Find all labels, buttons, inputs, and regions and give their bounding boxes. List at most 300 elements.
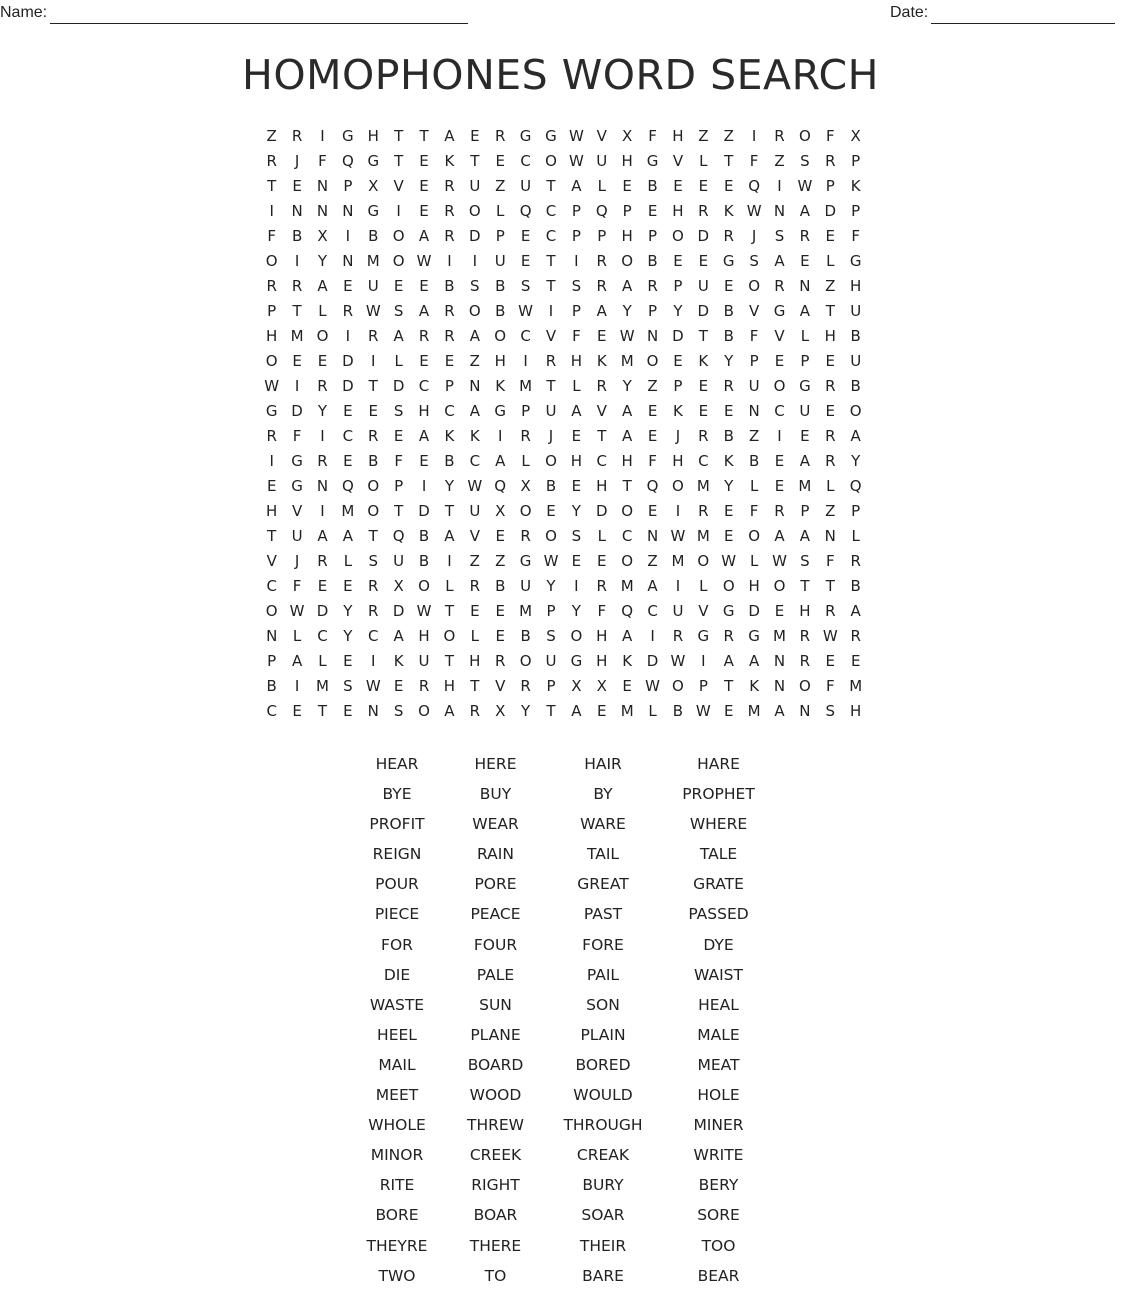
grid-letter[interactable]: Y — [521, 702, 531, 720]
grid-letter[interactable]: E — [495, 602, 505, 620]
grid-letter[interactable]: I — [294, 677, 300, 695]
grid-letter[interactable]: D — [418, 502, 430, 520]
grid-letter[interactable]: L — [597, 527, 606, 545]
grid-letter[interactable]: T — [292, 302, 302, 320]
grid-letter[interactable]: B — [748, 452, 760, 470]
grid-letter[interactable]: P — [749, 352, 759, 370]
grid-letter[interactable]: U — [469, 502, 481, 520]
grid-letter[interactable]: A — [571, 177, 582, 195]
grid-letter[interactable]: E — [444, 352, 455, 370]
grid-letter[interactable]: Y — [724, 477, 734, 495]
grid-letter[interactable]: F — [851, 227, 860, 245]
grid-letter[interactable]: X — [571, 677, 582, 695]
grid-letter[interactable]: O — [392, 227, 405, 245]
grid-letter[interactable]: O — [748, 527, 761, 545]
grid-letter[interactable]: L — [699, 152, 708, 170]
grid-letter[interactable]: O — [672, 227, 684, 245]
grid-letter[interactable]: C — [444, 402, 455, 420]
grid-letter[interactable]: E — [647, 402, 658, 420]
grid-letter[interactable]: E — [723, 502, 734, 520]
grid-letter[interactable]: C — [342, 427, 354, 445]
grid-letter[interactable]: H — [570, 452, 583, 470]
grid-letter[interactable]: S — [343, 677, 353, 695]
grid-letter[interactable]: B — [850, 577, 861, 595]
grid-letter[interactable]: A — [571, 702, 582, 720]
grid-letter[interactable]: I — [701, 652, 706, 670]
grid-letter[interactable]: U — [672, 602, 684, 620]
grid-letter[interactable]: D — [697, 227, 710, 245]
grid-letter[interactable]: F — [267, 227, 277, 245]
grid-letter[interactable]: S — [800, 552, 810, 570]
grid-letter[interactable]: K — [596, 352, 607, 370]
grid-letter[interactable]: O — [570, 627, 583, 645]
grid-letter[interactable]: E — [597, 552, 607, 570]
grid-letter[interactable]: H — [418, 627, 430, 645]
grid-letter[interactable]: E — [698, 252, 709, 270]
grid-letter[interactable]: K — [850, 177, 861, 195]
grid-letter[interactable]: W — [568, 152, 584, 170]
grid-letter[interactable]: E — [774, 477, 785, 495]
grid-letter[interactable]: K — [495, 377, 506, 395]
grid-letter[interactable]: E — [698, 377, 709, 395]
grid-letter[interactable]: V — [545, 327, 557, 345]
grid-letter[interactable]: C — [368, 627, 379, 645]
grid-letter[interactable]: H — [469, 652, 481, 670]
grid-letter[interactable]: L — [699, 577, 708, 595]
grid-letter[interactable]: O — [621, 252, 634, 270]
grid-letter[interactable]: E — [673, 252, 683, 270]
grid-letter[interactable]: A — [799, 302, 811, 320]
grid-letter[interactable]: T — [546, 177, 556, 195]
grid-letter[interactable]: B — [444, 277, 455, 295]
grid-letter[interactable]: U — [494, 252, 506, 270]
grid-letter[interactable]: S — [571, 277, 582, 295]
grid-letter[interactable]: U — [748, 377, 760, 395]
grid-letter[interactable]: M — [620, 702, 634, 720]
grid-letter[interactable]: P — [851, 202, 861, 220]
grid-letter[interactable]: X — [368, 177, 379, 195]
grid-letter[interactable]: U — [520, 177, 532, 195]
grid-letter[interactable]: V — [748, 302, 760, 320]
grid-letter[interactable]: O — [367, 502, 380, 520]
grid-letter[interactable]: E — [673, 352, 683, 370]
grid-letter[interactable]: L — [851, 527, 860, 545]
grid-letter[interactable]: Q — [748, 177, 761, 195]
grid-letter[interactable]: F — [648, 452, 657, 470]
grid-letter[interactable]: P — [343, 177, 353, 195]
grid-letter[interactable]: G — [748, 627, 760, 645]
grid-letter[interactable]: E — [622, 177, 632, 195]
grid-letter[interactable]: E — [343, 402, 353, 420]
grid-letter[interactable]: I — [371, 352, 376, 370]
grid-letter[interactable]: U — [596, 152, 608, 170]
grid-letter[interactable]: E — [673, 177, 683, 195]
grid-letter[interactable]: Z — [825, 277, 836, 295]
grid-letter[interactable]: T — [546, 277, 556, 295]
grid-letter[interactable]: R — [266, 427, 277, 445]
grid-letter[interactable]: F — [318, 152, 327, 170]
grid-letter[interactable]: I — [371, 652, 376, 670]
grid-letter[interactable]: A — [774, 527, 785, 545]
grid-letter[interactable]: D — [342, 352, 354, 370]
grid-letter[interactable]: R — [774, 127, 785, 145]
grid-letter[interactable]: T — [597, 427, 607, 445]
grid-letter[interactable]: E — [850, 652, 861, 670]
grid-letter[interactable]: A — [799, 527, 811, 545]
grid-letter[interactable]: E — [393, 427, 404, 445]
grid-letter[interactable]: N — [646, 527, 659, 545]
grid-letter[interactable]: B — [723, 427, 734, 445]
grid-letter[interactable]: T — [394, 127, 404, 145]
grid-letter[interactable]: R — [317, 552, 328, 570]
grid-letter[interactable]: R — [291, 127, 303, 145]
grid-letter[interactable]: E — [292, 702, 302, 720]
grid-letter[interactable]: E — [825, 402, 836, 420]
grid-letter[interactable]: K — [469, 427, 480, 445]
grid-letter[interactable]: J — [675, 427, 681, 445]
grid-letter[interactable]: I — [574, 252, 579, 270]
grid-letter[interactable]: V — [393, 177, 404, 195]
grid-letter[interactable]: H — [367, 127, 379, 145]
grid-letter[interactable]: Y — [546, 577, 556, 595]
grid-letter[interactable]: T — [267, 177, 277, 195]
grid-letter[interactable]: I — [574, 577, 579, 595]
grid-letter[interactable]: O — [265, 602, 278, 620]
grid-letter[interactable]: I — [675, 502, 681, 520]
grid-letter[interactable]: P — [267, 302, 277, 320]
grid-letter[interactable]: G — [849, 252, 862, 270]
grid-letter[interactable]: O — [468, 302, 481, 320]
grid-letter[interactable]: S — [749, 252, 759, 270]
grid-letter[interactable]: R — [723, 377, 734, 395]
grid-letter[interactable]: R — [342, 302, 354, 320]
grid-letter[interactable]: G — [545, 127, 557, 145]
grid-letter[interactable]: T — [698, 327, 708, 345]
grid-letter[interactable]: M — [366, 252, 380, 270]
grid-letter[interactable]: E — [368, 402, 378, 420]
grid-letter[interactable]: O — [722, 577, 735, 595]
grid-letter[interactable]: R — [520, 527, 531, 545]
grid-letter[interactable]: W — [518, 302, 534, 320]
grid-letter[interactable]: T — [317, 702, 328, 720]
grid-letter[interactable]: L — [496, 202, 505, 220]
grid-letter[interactable]: B — [368, 227, 379, 245]
grid-letter[interactable]: T — [724, 677, 734, 695]
grid-letter[interactable]: R — [825, 602, 836, 620]
grid-letter[interactable]: E — [647, 502, 658, 520]
grid-letter[interactable]: I — [294, 252, 300, 270]
grid-letter[interactable]: Z — [495, 177, 506, 195]
grid-letter[interactable]: O — [316, 327, 329, 345]
grid-letter[interactable]: E — [622, 677, 632, 695]
grid-letter[interactable]: G — [722, 602, 735, 620]
grid-letter[interactable]: R — [444, 202, 455, 220]
grid-letter[interactable]: I — [320, 127, 325, 145]
grid-letter[interactable]: R — [368, 327, 379, 345]
grid-letter[interactable]: J — [548, 427, 554, 445]
grid-letter[interactable]: Y — [343, 602, 353, 620]
grid-letter[interactable]: I — [421, 477, 427, 495]
grid-letter[interactable]: G — [342, 127, 354, 145]
grid-letter[interactable]: J — [294, 152, 300, 170]
grid-letter[interactable]: W — [695, 702, 711, 720]
grid-letter[interactable]: R — [368, 427, 379, 445]
grid-letter[interactable]: S — [393, 302, 404, 320]
grid-letter[interactable]: K — [698, 352, 709, 370]
grid-letter[interactable]: G — [291, 477, 303, 495]
grid-letter[interactable]: A — [342, 527, 353, 545]
grid-letter[interactable]: T — [825, 302, 835, 320]
grid-letter[interactable]: N — [342, 202, 354, 220]
grid-letter[interactable]: Y — [317, 252, 328, 270]
grid-letter[interactable]: L — [521, 452, 530, 470]
grid-letter[interactable]: K — [673, 402, 683, 420]
grid-letter[interactable]: R — [444, 227, 455, 245]
grid-letter[interactable]: E — [825, 227, 836, 245]
grid-letter[interactable]: E — [419, 352, 429, 370]
date-field[interactable] — [890, 2, 1115, 26]
grid-letter[interactable]: L — [318, 302, 327, 320]
grid-letter[interactable]: A — [291, 652, 303, 670]
grid-letter[interactable]: P — [648, 302, 658, 320]
grid-letter[interactable]: R — [444, 302, 455, 320]
grid-letter[interactable]: O — [621, 552, 634, 570]
grid-letter[interactable]: O — [646, 352, 659, 370]
grid-letter[interactable]: R — [850, 552, 861, 570]
grid-letter[interactable]: H — [596, 627, 608, 645]
grid-letter[interactable]: U — [393, 552, 405, 570]
grid-letter[interactable]: R — [266, 152, 277, 170]
grid-letter[interactable]: Q — [595, 202, 608, 220]
grid-letter[interactable]: K — [444, 152, 455, 170]
grid-letter[interactable]: B — [723, 327, 734, 345]
grid-letter[interactable]: P — [394, 477, 404, 495]
grid-letter[interactable]: Y — [317, 402, 328, 420]
grid-letter[interactable]: I — [650, 627, 655, 645]
grid-letter[interactable]: A — [393, 327, 404, 345]
grid-letter[interactable]: B — [368, 452, 379, 470]
grid-letter[interactable]: E — [419, 202, 429, 220]
grid-letter[interactable]: C — [545, 227, 557, 245]
grid-letter[interactable]: P — [571, 227, 581, 245]
grid-letter[interactable]: R — [469, 577, 481, 595]
grid-letter[interactable]: J — [751, 227, 757, 245]
name-field[interactable] — [0, 2, 468, 26]
grid-letter[interactable]: E — [419, 152, 429, 170]
grid-letter[interactable]: P — [546, 602, 556, 620]
grid-letter[interactable]: S — [774, 227, 785, 245]
grid-letter[interactable]: O — [494, 327, 507, 345]
grid-letter[interactable]: H — [672, 202, 684, 220]
grid-letter[interactable]: S — [825, 702, 836, 720]
grid-letter[interactable]: G — [697, 627, 710, 645]
grid-letter[interactable]: S — [546, 627, 556, 645]
grid-letter[interactable]: U — [291, 527, 303, 545]
grid-letter[interactable]: H — [672, 452, 684, 470]
grid-letter[interactable]: R — [520, 677, 531, 695]
grid-letter[interactable]: B — [495, 302, 506, 320]
grid-letter[interactable]: M — [290, 327, 304, 345]
grid-letter[interactable]: Y — [571, 602, 581, 620]
grid-letter[interactable]: W — [289, 602, 305, 620]
grid-letter[interactable]: C — [647, 602, 658, 620]
grid-letter[interactable]: A — [748, 652, 760, 670]
grid-letter[interactable]: D — [291, 402, 303, 420]
grid-letter[interactable]: D — [316, 602, 329, 620]
grid-letter[interactable]: U — [545, 652, 557, 670]
grid-letter[interactable]: M — [671, 552, 685, 570]
grid-letter[interactable]: G — [646, 152, 659, 170]
grid-letter[interactable]: R — [520, 427, 531, 445]
grid-letter[interactable]: M — [519, 602, 533, 620]
grid-letter[interactable]: G — [519, 552, 532, 570]
grid-letter[interactable]: Y — [343, 627, 353, 645]
grid-letter[interactable]: C — [774, 402, 785, 420]
grid-letter[interactable]: C — [520, 327, 531, 345]
grid-letter[interactable]: F — [749, 327, 759, 345]
grid-letter[interactable]: I — [523, 352, 528, 370]
grid-letter[interactable]: S — [393, 702, 404, 720]
grid-letter[interactable]: U — [418, 652, 430, 670]
grid-letter[interactable]: W — [365, 302, 381, 320]
grid-letter[interactable]: D — [697, 302, 710, 320]
grid-letter[interactable]: P — [571, 202, 581, 220]
grid-letter[interactable]: E — [723, 702, 734, 720]
grid-letter[interactable]: Z — [774, 152, 785, 170]
grid-letter[interactable]: N — [316, 202, 329, 220]
grid-letter[interactable]: R — [723, 627, 734, 645]
grid-letter[interactable]: V — [266, 552, 277, 570]
grid-letter[interactable]: R — [698, 502, 709, 520]
grid-letter[interactable]: L — [292, 627, 302, 645]
grid-letter[interactable]: T — [444, 652, 455, 670]
grid-letter[interactable]: B — [291, 227, 303, 245]
grid-letter[interactable]: O — [265, 352, 278, 370]
grid-letter[interactable]: H — [443, 677, 456, 695]
grid-letter[interactable]: F — [597, 602, 607, 620]
grid-letter[interactable]: O — [798, 127, 811, 145]
grid-letter[interactable]: P — [622, 202, 632, 220]
grid-letter[interactable]: E — [470, 127, 480, 145]
grid-letter[interactable]: T — [800, 577, 810, 595]
grid-letter[interactable]: R — [825, 427, 836, 445]
grid-letter[interactable]: E — [292, 352, 302, 370]
grid-letter[interactable]: M — [696, 527, 710, 545]
grid-letter[interactable]: R — [596, 252, 607, 270]
grid-letter[interactable]: F — [394, 452, 403, 470]
grid-letter[interactable]: K — [444, 427, 455, 445]
grid-letter[interactable]: S — [368, 552, 379, 570]
grid-letter[interactable]: B — [850, 377, 861, 395]
grid-letter[interactable]: L — [800, 327, 810, 345]
grid-letter[interactable]: T — [444, 602, 455, 620]
grid-letter[interactable]: I — [294, 377, 300, 395]
grid-letter[interactable]: E — [393, 677, 404, 695]
grid-letter[interactable]: I — [345, 327, 351, 345]
grid-letter[interactable]: B — [723, 302, 734, 320]
grid-letter[interactable]: H — [266, 502, 278, 520]
grid-letter[interactable]: E — [419, 277, 429, 295]
grid-letter[interactable]: H — [621, 152, 633, 170]
grid-letter[interactable]: W — [670, 652, 686, 670]
grid-letter[interactable]: N — [799, 277, 811, 295]
grid-letter[interactable]: G — [291, 452, 303, 470]
grid-letter[interactable]: R — [444, 177, 455, 195]
grid-letter[interactable]: E — [723, 177, 734, 195]
grid-letter[interactable]: D — [392, 377, 405, 395]
grid-letter[interactable]: M — [316, 677, 329, 695]
grid-letter[interactable]: Q — [646, 477, 659, 495]
grid-letter[interactable]: M — [341, 502, 355, 520]
grid-letter[interactable]: I — [396, 202, 401, 220]
grid-letter[interactable]: R — [647, 277, 658, 295]
grid-letter[interactable]: V — [698, 602, 709, 620]
grid-letter[interactable]: G — [494, 402, 507, 420]
grid-letter[interactable]: D — [595, 502, 608, 520]
grid-letter[interactable]: U — [469, 177, 481, 195]
grid-letter[interactable]: C — [266, 577, 277, 595]
grid-letter[interactable]: W — [568, 127, 584, 145]
grid-letter[interactable]: T — [419, 127, 429, 145]
grid-letter[interactable]: E — [343, 452, 353, 470]
grid-letter[interactable]: E — [571, 552, 582, 570]
grid-letter[interactable]: E — [495, 152, 505, 170]
grid-letter[interactable]: G — [570, 652, 583, 670]
date-line[interactable] — [931, 6, 1115, 24]
grid-letter[interactable]: P — [648, 227, 658, 245]
grid-letter[interactable]: A — [799, 202, 811, 220]
grid-letter[interactable]: E — [317, 352, 328, 370]
grid-letter[interactable]: Q — [392, 527, 405, 545]
grid-letter[interactable]: E — [571, 477, 582, 495]
grid-letter[interactable]: P — [825, 177, 835, 195]
grid-letter[interactable]: E — [419, 452, 429, 470]
grid-letter[interactable]: E — [546, 502, 556, 520]
grid-letter[interactable]: F — [292, 577, 302, 595]
grid-letter[interactable]: A — [571, 402, 582, 420]
grid-letter[interactable]: Z — [698, 127, 709, 145]
grid-letter[interactable]: F — [749, 502, 759, 520]
grid-letter[interactable]: I — [548, 302, 554, 320]
grid-letter[interactable]: T — [724, 152, 734, 170]
grid-letter[interactable]: R — [825, 377, 836, 395]
grid-letter[interactable]: W — [797, 177, 813, 195]
grid-letter[interactable]: E — [774, 602, 785, 620]
grid-letter[interactable]: B — [672, 702, 684, 720]
grid-letter[interactable]: A — [495, 452, 506, 470]
grid-letter[interactable]: W — [670, 527, 686, 545]
grid-letter[interactable]: A — [317, 527, 328, 545]
grid-letter[interactable]: R — [799, 627, 811, 645]
grid-letter[interactable]: A — [622, 402, 633, 420]
grid-letter[interactable]: I — [751, 127, 757, 145]
grid-letter[interactable]: G — [367, 202, 380, 220]
grid-letter[interactable]: H — [596, 477, 608, 495]
grid-letter[interactable]: B — [418, 552, 430, 570]
grid-letter[interactable]: H — [596, 652, 608, 670]
grid-letter[interactable]: U — [367, 277, 379, 295]
grid-letter[interactable]: R — [596, 377, 607, 395]
grid-letter[interactable]: P — [698, 677, 708, 695]
grid-letter[interactable]: H — [799, 602, 811, 620]
grid-letter[interactable]: V — [596, 127, 607, 145]
grid-letter[interactable]: G — [519, 127, 532, 145]
grid-letter[interactable]: T — [470, 152, 480, 170]
grid-letter[interactable]: A — [317, 277, 328, 295]
grid-letter[interactable]: O — [545, 527, 557, 545]
grid-letter[interactable]: R — [672, 627, 684, 645]
grid-letter[interactable]: O — [545, 152, 557, 170]
